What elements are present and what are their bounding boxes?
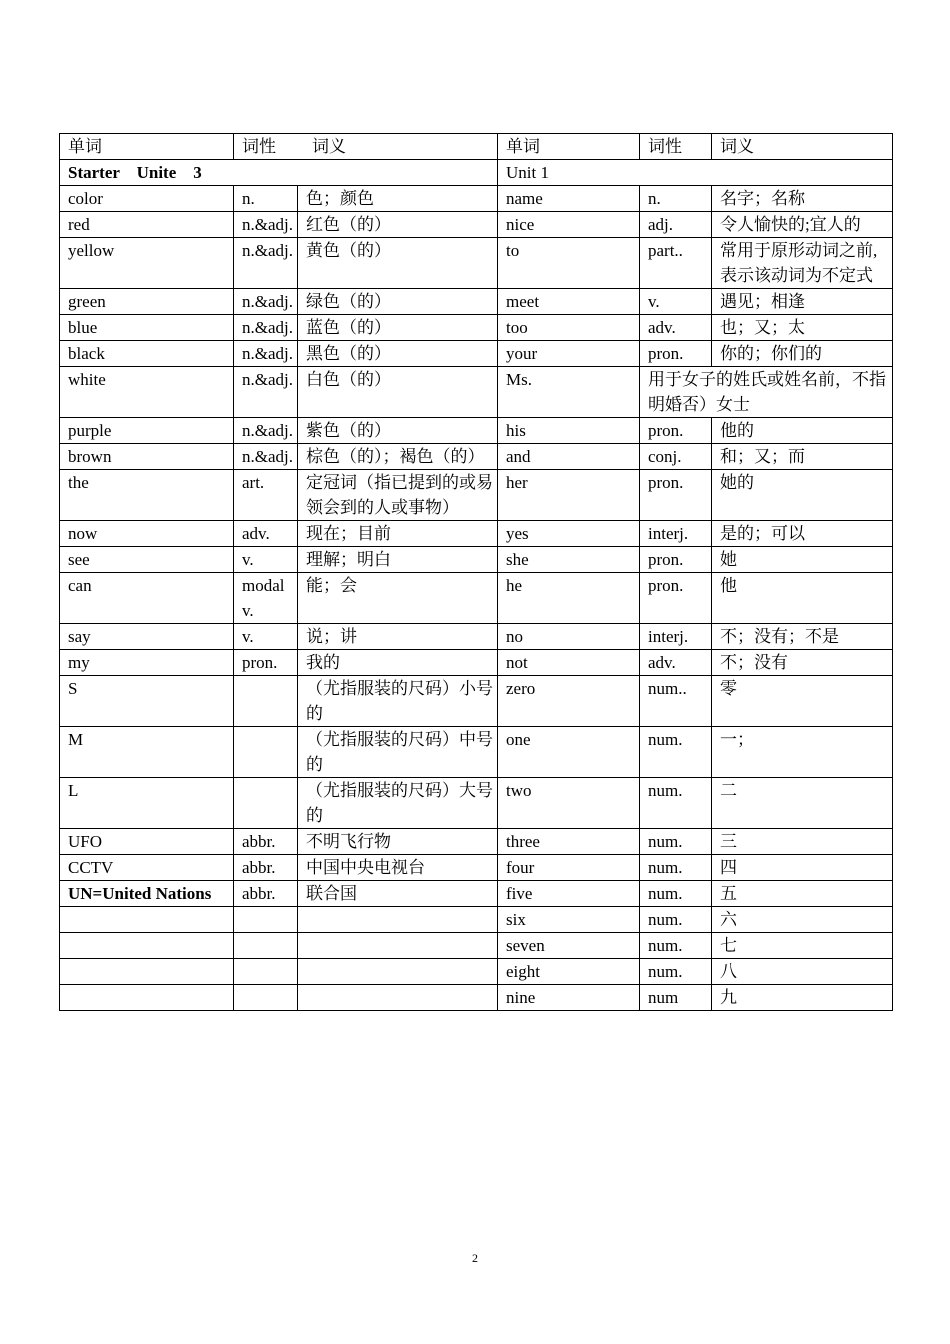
right-word-cell: six (498, 907, 640, 933)
header-word-left: 单词 (60, 134, 234, 160)
left-pos-cell (234, 907, 298, 933)
left-pos-cell: n.&adj. (234, 418, 298, 444)
right-pos-cell: v. (640, 289, 712, 315)
right-pos-cell: pron. (640, 341, 712, 367)
right-word-cell: nice (498, 212, 640, 238)
right-section-title: Unit 1 (498, 160, 893, 186)
left-word-cell: brown (60, 444, 234, 470)
right-meaning-cell: 一； (712, 727, 893, 778)
section-title-row (60, 160, 893, 186)
left-word-cell (60, 959, 234, 985)
right-meaning-cell: 五 (712, 881, 893, 907)
left-word-cell: the (60, 470, 234, 521)
right-pos-cell: num. (640, 907, 712, 933)
table-row (60, 212, 893, 238)
table-row (60, 186, 893, 212)
left-word-cell: yellow (60, 238, 234, 289)
left-pos-cell: n.&adj. (234, 341, 298, 367)
right-word-cell: to (498, 238, 640, 289)
right-word-cell: seven (498, 933, 640, 959)
table-row (60, 547, 893, 573)
right-word-cell: name (498, 186, 640, 212)
table-row (60, 624, 893, 650)
right-meaning-cell: 他 (712, 573, 893, 624)
left-meaning-cell: 蓝色（的） (298, 315, 498, 341)
left-meaning-cell: 绿色（的） (298, 289, 498, 315)
right-pos-cell: pron. (640, 418, 712, 444)
right-pos-cell: num. (640, 727, 712, 778)
right-pos-cell: num. (640, 829, 712, 855)
left-meaning-cell (298, 907, 498, 933)
right-pos-cell: num (640, 985, 712, 1011)
right-pos-cell: num. (640, 881, 712, 907)
right-meaning-cell: 八 (712, 959, 893, 985)
left-word-cell: black (60, 341, 234, 367)
left-pos-cell: abbr. (234, 855, 298, 881)
left-meaning-cell: 现在；目前 (298, 521, 498, 547)
table-row (60, 367, 893, 418)
left-pos-cell: n. (234, 186, 298, 212)
left-meaning-cell: 我的 (298, 650, 498, 676)
right-pos-cell: pron. (640, 470, 712, 521)
left-meaning-cell: 紫色（的） (298, 418, 498, 444)
table-row (60, 881, 893, 907)
table-row (60, 727, 893, 778)
table-row (60, 238, 893, 289)
table-row (60, 959, 893, 985)
right-meaning-cell: 七 (712, 933, 893, 959)
left-meaning-cell: 棕色（的）；褐色（的） (298, 444, 498, 470)
table-row (60, 985, 893, 1011)
table-row (60, 907, 893, 933)
left-word-cell: color (60, 186, 234, 212)
left-word-cell: S (60, 676, 234, 727)
right-pos-cell: num. (640, 778, 712, 829)
right-pos-cell: conj. (640, 444, 712, 470)
right-meaning-cell: 是的；可以 (712, 521, 893, 547)
right-word-cell: meet (498, 289, 640, 315)
left-meaning-cell: （尤指服装的尺码）大号的 (298, 778, 498, 829)
left-word-cell: M (60, 727, 234, 778)
right-pos-cell: adj. (640, 212, 712, 238)
left-meaning-cell: （尤指服装的尺码）小号的 (298, 676, 498, 727)
right-meaning-cell: 零 (712, 676, 893, 727)
left-word-cell (60, 907, 234, 933)
left-pos-cell: abbr. (234, 881, 298, 907)
right-word-cell: too (498, 315, 640, 341)
left-pos-cell: n.&adj. (234, 212, 298, 238)
left-meaning-cell: 白色（的） (298, 367, 498, 418)
table-row (60, 470, 893, 521)
table-row (60, 315, 893, 341)
right-meaning-cell: 三 (712, 829, 893, 855)
header-pos-meaning-left (234, 134, 498, 160)
right-pos-cell: part.. (640, 238, 712, 289)
left-pos-cell: modal v. (234, 573, 298, 624)
right-word-cell: five (498, 881, 640, 907)
header-row (60, 134, 893, 160)
left-pos-cell (234, 933, 298, 959)
right-meaning-cell: 和；又；而 (712, 444, 893, 470)
header-meaning-left: 词义 (312, 137, 346, 156)
right-meaning-cell: 他的 (712, 418, 893, 444)
table-row (60, 778, 893, 829)
left-meaning-cell: 说；讲 (298, 624, 498, 650)
left-pos-cell: v. (234, 624, 298, 650)
right-word-cell: not (498, 650, 640, 676)
left-word-cell: green (60, 289, 234, 315)
table-row (60, 521, 893, 547)
right-meaning-cell: 也；又；太 (712, 315, 893, 341)
left-word-cell: see (60, 547, 234, 573)
right-word-cell: she (498, 547, 640, 573)
left-pos-cell: pron. (234, 650, 298, 676)
right-meaning-cell: 不；没有；不是 (712, 624, 893, 650)
right-word-cell: her (498, 470, 640, 521)
left-word-cell: now (60, 521, 234, 547)
left-word-cell: my (60, 650, 234, 676)
header-pos-right: 词性 (640, 134, 712, 160)
table-row (60, 289, 893, 315)
right-word-cell: Ms. (498, 367, 640, 418)
right-pos-cell: interj. (640, 624, 712, 650)
right-pos-cell: adv. (640, 315, 712, 341)
left-meaning-cell: 中国中央电视台 (298, 855, 498, 881)
left-pos-cell (234, 778, 298, 829)
left-word-cell: blue (60, 315, 234, 341)
right-word-cell: your (498, 341, 640, 367)
right-word-cell: two (498, 778, 640, 829)
right-pos-cell: pron. (640, 547, 712, 573)
left-meaning-cell (298, 985, 498, 1011)
left-meaning-cell: 红色（的） (298, 212, 498, 238)
left-pos-cell (234, 727, 298, 778)
left-pos-cell (234, 959, 298, 985)
right-word-cell: zero (498, 676, 640, 727)
right-meaning-cell: 她的 (712, 470, 893, 521)
right-word-cell: one (498, 727, 640, 778)
right-pos-cell: pron. (640, 573, 712, 624)
left-pos-cell (234, 676, 298, 727)
left-meaning-cell (298, 933, 498, 959)
left-pos-cell: v. (234, 547, 298, 573)
right-word-cell: his (498, 418, 640, 444)
right-meaning-cell: 她 (712, 547, 893, 573)
left-word-cell (60, 933, 234, 959)
right-pos-cell: num. (640, 959, 712, 985)
left-pos-cell: abbr. (234, 829, 298, 855)
left-meaning-cell: 联合国 (298, 881, 498, 907)
left-word-cell: say (60, 624, 234, 650)
right-pos-cell: n. (640, 186, 712, 212)
right-meaning-cell: 名字；名称 (712, 186, 893, 212)
right-word-cell: nine (498, 985, 640, 1011)
table-row (60, 341, 893, 367)
left-section-title: Starter Unite 3 (60, 160, 498, 186)
right-word-cell: no (498, 624, 640, 650)
left-pos-cell (234, 985, 298, 1011)
left-pos-cell: n.&adj. (234, 444, 298, 470)
left-meaning-cell: 不明飞行物 (298, 829, 498, 855)
header-pos-left: 词性 (242, 137, 276, 156)
page-number: 2 (472, 1251, 478, 1265)
left-pos-cell: n.&adj. (234, 315, 298, 341)
right-word-cell: four (498, 855, 640, 881)
left-pos-cell: adv. (234, 521, 298, 547)
right-pos-cell: num. (640, 855, 712, 881)
right-word-cell: three (498, 829, 640, 855)
left-pos-cell: n.&adj. (234, 367, 298, 418)
table-row (60, 676, 893, 727)
left-pos-cell: art. (234, 470, 298, 521)
right-meaning-cell: 九 (712, 985, 893, 1011)
left-pos-cell: n.&adj. (234, 238, 298, 289)
right-word-cell: eight (498, 959, 640, 985)
right-meaning-cell: 常用于原形动词之前,表示该动词为不定式 (712, 238, 893, 289)
left-meaning-cell: 黑色（的） (298, 341, 498, 367)
right-pos-cell: num. (640, 933, 712, 959)
left-word-cell: white (60, 367, 234, 418)
right-meaning-cell: 遇见；相逢 (712, 289, 893, 315)
right-pos-cell: interj. (640, 521, 712, 547)
right-pos-cell: num.. (640, 676, 712, 727)
table-row (60, 933, 893, 959)
vocabulary-table (59, 133, 893, 1011)
table-row (60, 829, 893, 855)
right-word-cell: yes (498, 521, 640, 547)
left-word-cell (60, 985, 234, 1011)
left-word-cell: CCTV (60, 855, 234, 881)
header-word-right: 单词 (498, 134, 640, 160)
left-meaning-cell: 定冠词（指已提到的或易领会到的人或事物） (298, 470, 498, 521)
right-meaning-cell: 用于女子的姓氏或姓名前，不指明婚否）女士 (640, 367, 893, 418)
right-meaning-cell: 二 (712, 778, 893, 829)
left-meaning-cell: 能；会 (298, 573, 498, 624)
left-word-cell: can (60, 573, 234, 624)
left-word-cell: UFO (60, 829, 234, 855)
left-meaning-cell: 色；颜色 (298, 186, 498, 212)
left-meaning-cell (298, 959, 498, 985)
left-meaning-cell: 理解；明白 (298, 547, 498, 573)
left-word-cell: UN=United Nations (60, 881, 234, 907)
right-meaning-cell: 四 (712, 855, 893, 881)
left-word-cell: purple (60, 418, 234, 444)
right-word-cell: he (498, 573, 640, 624)
table-row (60, 418, 893, 444)
left-word-cell: L (60, 778, 234, 829)
right-word-cell: and (498, 444, 640, 470)
right-meaning-cell: 不；没有 (712, 650, 893, 676)
right-meaning-cell: 令人愉快的;宜人的 (712, 212, 893, 238)
left-meaning-cell: 黄色（的） (298, 238, 498, 289)
left-word-cell: red (60, 212, 234, 238)
left-pos-cell: n.&adj. (234, 289, 298, 315)
table-row (60, 650, 893, 676)
table-row (60, 444, 893, 470)
table-row (60, 573, 893, 624)
right-pos-cell: adv. (640, 650, 712, 676)
header-meaning-right: 词义 (712, 134, 893, 160)
table-row (60, 855, 893, 881)
right-meaning-cell: 你的；你们的 (712, 341, 893, 367)
left-meaning-cell: （尤指服装的尺码）中号的 (298, 727, 498, 778)
right-meaning-cell: 六 (712, 907, 893, 933)
